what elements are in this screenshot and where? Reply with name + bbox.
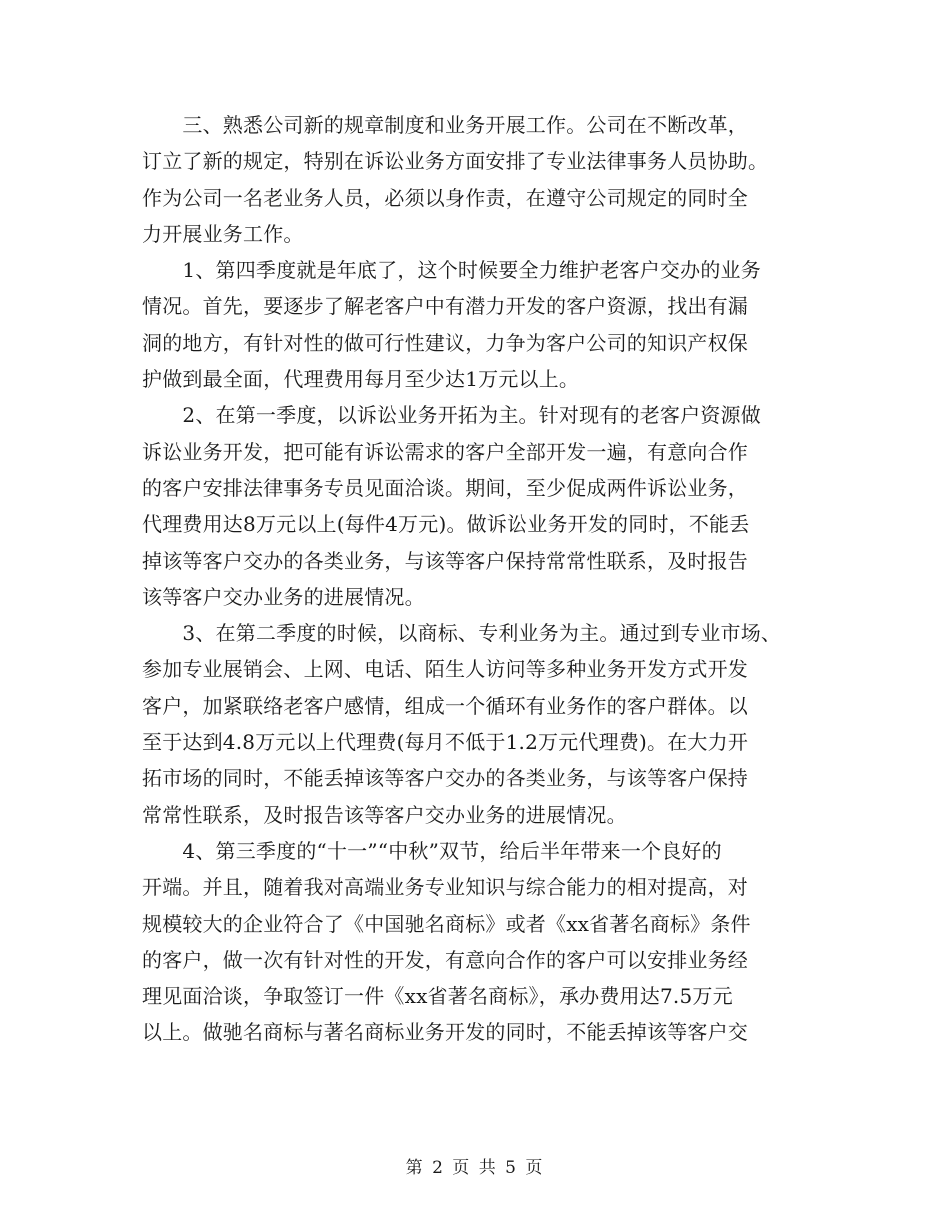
text-line: 护做到最全面，代理费用每月至少达1万元以上。 [142,367,580,392]
text-line: 拓市场的同时，不能丢掉该等客户交办的各类业务，与该等客户保持 [142,766,748,791]
text-line: 至于达到4.8万元以上代理费(每月不低于1.2万元代理费)。在大力开 [142,730,749,755]
text-line: 诉讼业务开发，把可能有诉讼需求的客户全部开发一遍，有意向合作 [142,439,748,464]
text-line: 常常性联系，及时报告该等客户交办业务的进展情况。 [142,802,627,827]
text-line: 订立了新的规定，特别在诉讼业务方面安排了专业法律事务人员协助。 [142,149,769,174]
text-line: 力开展业务工作。 [142,221,304,246]
text-line: 三、熟悉公司新的规章制度和业务开展工作。公司在不断改革， [142,113,748,137]
text-line: 情况。首先，要逐步了解老客户中有潜力开发的客户资源，找出有漏 [142,294,748,319]
text-line: 1、第四季度就是年底了，这个时候要全力维护老客户交办的业务 [142,258,761,283]
text-line: 2、在第一季度，以诉讼业务开拓为主。针对现有的老客户资源做 [142,403,761,428]
text-line: 该等客户交办业务的进展情况。 [142,584,425,609]
page-number-footer: 第 2 页 共 5 页 [405,1158,545,1178]
text-line: 理见面洽谈，争取签订一件《xx省著名商标》，承办费用达7.5万元 [142,984,733,1009]
text-line: 4、第三季度的“十一”“中秋”双节，给后半年带来一个良好的 [142,838,722,863]
text-line: 代理费用达8万元以上(每件4万元)。做诉讼业务开发的同时，不能丢 [142,512,750,537]
text-line: 客户，加紧联络老客户感情，组成一个循环有业务作的客户群体。以 [142,693,748,718]
text-line: 规模较大的企业符合了《中国驰名商标》或者《xx省著名商标》条件 [142,911,751,936]
text-line: 参加专业展销会、上网、电话、陌生人访问等多种业务开发方式开发 [142,657,748,682]
text-line: 作为公司一名老业务人员，必须以身作责，在遵守公司规定的同时全 [142,185,748,210]
text-line: 以上。做驰名商标与著名商标业务开发的同时，不能丢掉该等客户交 [142,1020,748,1045]
text-line: 洞的地方，有针对性的做可行性建议，力争为客户公司的知识产权保 [142,330,748,355]
text-line: 的客户安排法律事务专员见面洽谈。期间，至少促成两件诉讼业务， [142,475,748,500]
body-text [142,107,832,1051]
text-line: 开端。并且，随着我对高端业务专业知识与综合能力的相对提高，对 [142,875,748,900]
text-line: 掉该等客户交办的各类业务，与该等客户保持常常性联系，及时报告 [142,548,748,573]
text-line: 3、在第二季度的时候，以商标、专利业务为主。通过到专业市场、 [142,621,782,646]
text-line: 的客户，做一次有针对性的开发，有意向合作的客户可以安排业务经 [142,947,748,972]
